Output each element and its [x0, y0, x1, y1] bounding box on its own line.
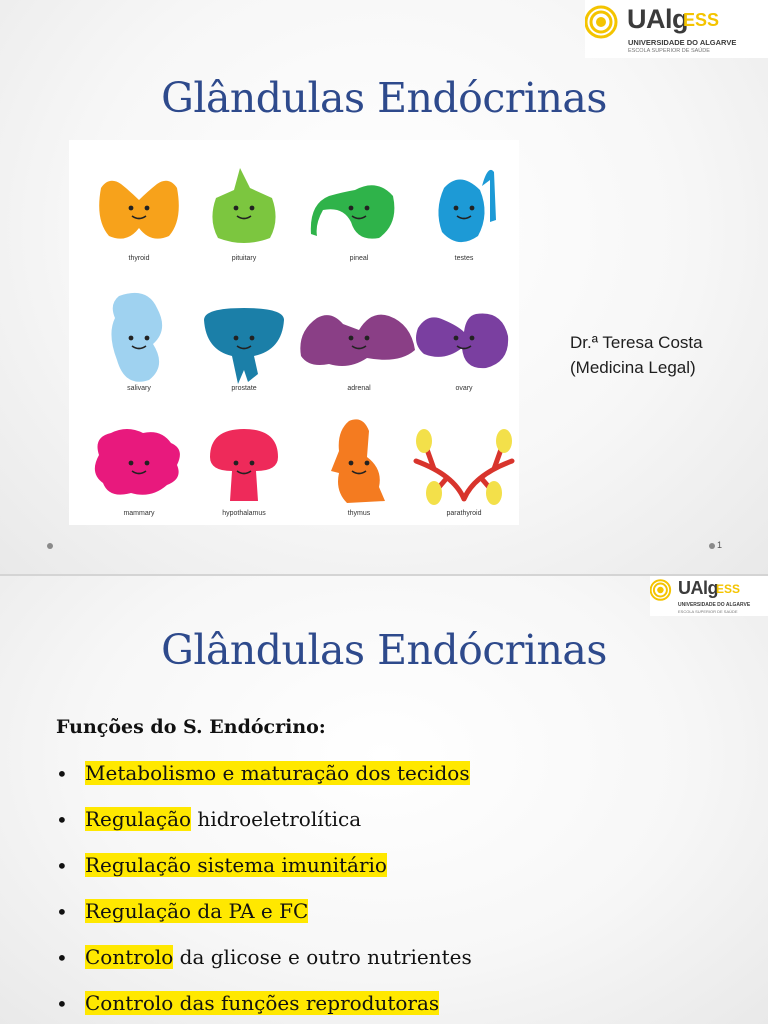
- ualg-logo: [585, 0, 768, 58]
- bullet-marker: •: [56, 762, 68, 786]
- highlighted-text: Controlo das funções reprodutoras: [85, 991, 440, 1015]
- gland-thyroid: [99, 181, 179, 262]
- logo-school: ESCOLA SUPERIOR DE SAÚDE: [678, 609, 738, 614]
- gland-salivary: [111, 293, 162, 392]
- gland-label-parathyroid: parathyroid: [446, 510, 482, 517]
- gland-pituitary: [212, 168, 275, 262]
- gland-hypothalamus: [210, 429, 278, 517]
- gland-label-pineal: pineal: [349, 255, 369, 262]
- slide-dot-left: [47, 543, 53, 549]
- gland-body-pituitary: [212, 168, 275, 243]
- slide-dot-right: [709, 543, 715, 549]
- author-department: (Medicina Legal): [570, 358, 696, 377]
- bullet-marker: •: [56, 946, 68, 970]
- parathyroid-lobe-3: [486, 481, 502, 505]
- bullet-marker: •: [56, 854, 68, 878]
- gland-label-pituitary: pituitary: [231, 255, 257, 262]
- bullet-text: [65, 760, 472, 787]
- gland-body-prostate: [204, 308, 284, 384]
- logo-brand: UAlg: [627, 4, 688, 34]
- highlighted-text: Regulação: [85, 807, 192, 831]
- logo-university: UNIVERSIDADE DO ALGARVE: [628, 38, 737, 47]
- gland-label-mammary: mammary: [123, 510, 155, 517]
- slide-title: Glândulas Endócrinas: [161, 626, 607, 674]
- bullet-text: [65, 852, 389, 879]
- page-number: 1: [717, 540, 723, 550]
- endocrine-glands-illustration: [69, 140, 519, 525]
- logo-university: UNIVERSIDADE DO ALGARVE: [678, 602, 751, 608]
- gland-label-thyroid: thyroid: [128, 255, 150, 262]
- gland-parathyroid: [416, 429, 512, 517]
- gland-pineal: [311, 185, 395, 262]
- slide-2: [0, 576, 768, 1024]
- logo-suffix: ESS: [683, 10, 720, 30]
- ualg-logo: [650, 576, 768, 616]
- highlighted-text: Regulação sistema imunitário: [85, 853, 387, 877]
- bullet-marker: •: [56, 900, 68, 924]
- gland-body-adrenal: [300, 315, 415, 366]
- gland-mammary: [95, 429, 180, 517]
- gland-body-mammary: [95, 429, 180, 495]
- section-subtitle: Funções do S. Endócrino:: [56, 716, 326, 738]
- bullet-text: [65, 990, 441, 1017]
- gland-body-pineal: [311, 185, 395, 238]
- bullet-text: [65, 898, 310, 925]
- author-name: Dr.ª Teresa Costa: [570, 333, 703, 352]
- plain-text: hidroeletrolítica: [191, 807, 362, 831]
- ualg-emblem-icon: [650, 577, 676, 603]
- logo-suffix: ESS: [716, 582, 741, 596]
- bullet-marker: •: [56, 992, 68, 1016]
- plain-text: da glicose e outro nutrientes: [173, 945, 472, 969]
- parathyroid-lobe-1: [496, 429, 512, 453]
- gland-thymus: [331, 419, 385, 517]
- highlighted-text: Regulação da PA e FC: [85, 899, 309, 923]
- slide-title: Glândulas Endócrinas: [161, 74, 607, 122]
- gland-body-thymus: [331, 419, 385, 503]
- highlighted-text: Controlo: [85, 945, 174, 969]
- gland-label-prostate: prostate: [231, 385, 257, 392]
- gland-testes: [438, 170, 496, 262]
- gland-label-hypothalamus: hypothalamus: [222, 510, 266, 517]
- bullet-text: [65, 944, 474, 971]
- gland-ovary: [416, 313, 508, 392]
- gland-label-testes: testes: [454, 255, 474, 262]
- gland-body-ovary: [416, 313, 508, 368]
- author-block: [570, 330, 703, 380]
- ualg-emblem-icon: [585, 2, 625, 42]
- gland-adrenal: [300, 315, 415, 392]
- gland-body-salivary: [111, 293, 162, 382]
- gland-label-salivary: salivary: [127, 385, 151, 392]
- gland-body-hypothalamus: [210, 429, 278, 501]
- bullet-marker: •: [56, 808, 68, 832]
- bullet-text: [65, 806, 363, 833]
- gland-label-thymus: thymus: [347, 510, 371, 517]
- gland-label-ovary: ovary: [455, 385, 473, 392]
- logo-school: ESCOLA SUPERIOR DE SAÚDE: [628, 48, 710, 54]
- parathyroid-lobe-2: [426, 481, 442, 505]
- parathyroid-lobe-0: [416, 429, 432, 453]
- gland-body-thyroid: [99, 181, 179, 239]
- gland-prostate: [204, 308, 284, 392]
- gland-body-testes: [438, 170, 496, 242]
- highlighted-text: Metabolismo e maturação dos tecidos: [85, 761, 470, 785]
- logo-brand: UAlg: [678, 578, 718, 598]
- gland-label-adrenal: adrenal: [347, 385, 371, 392]
